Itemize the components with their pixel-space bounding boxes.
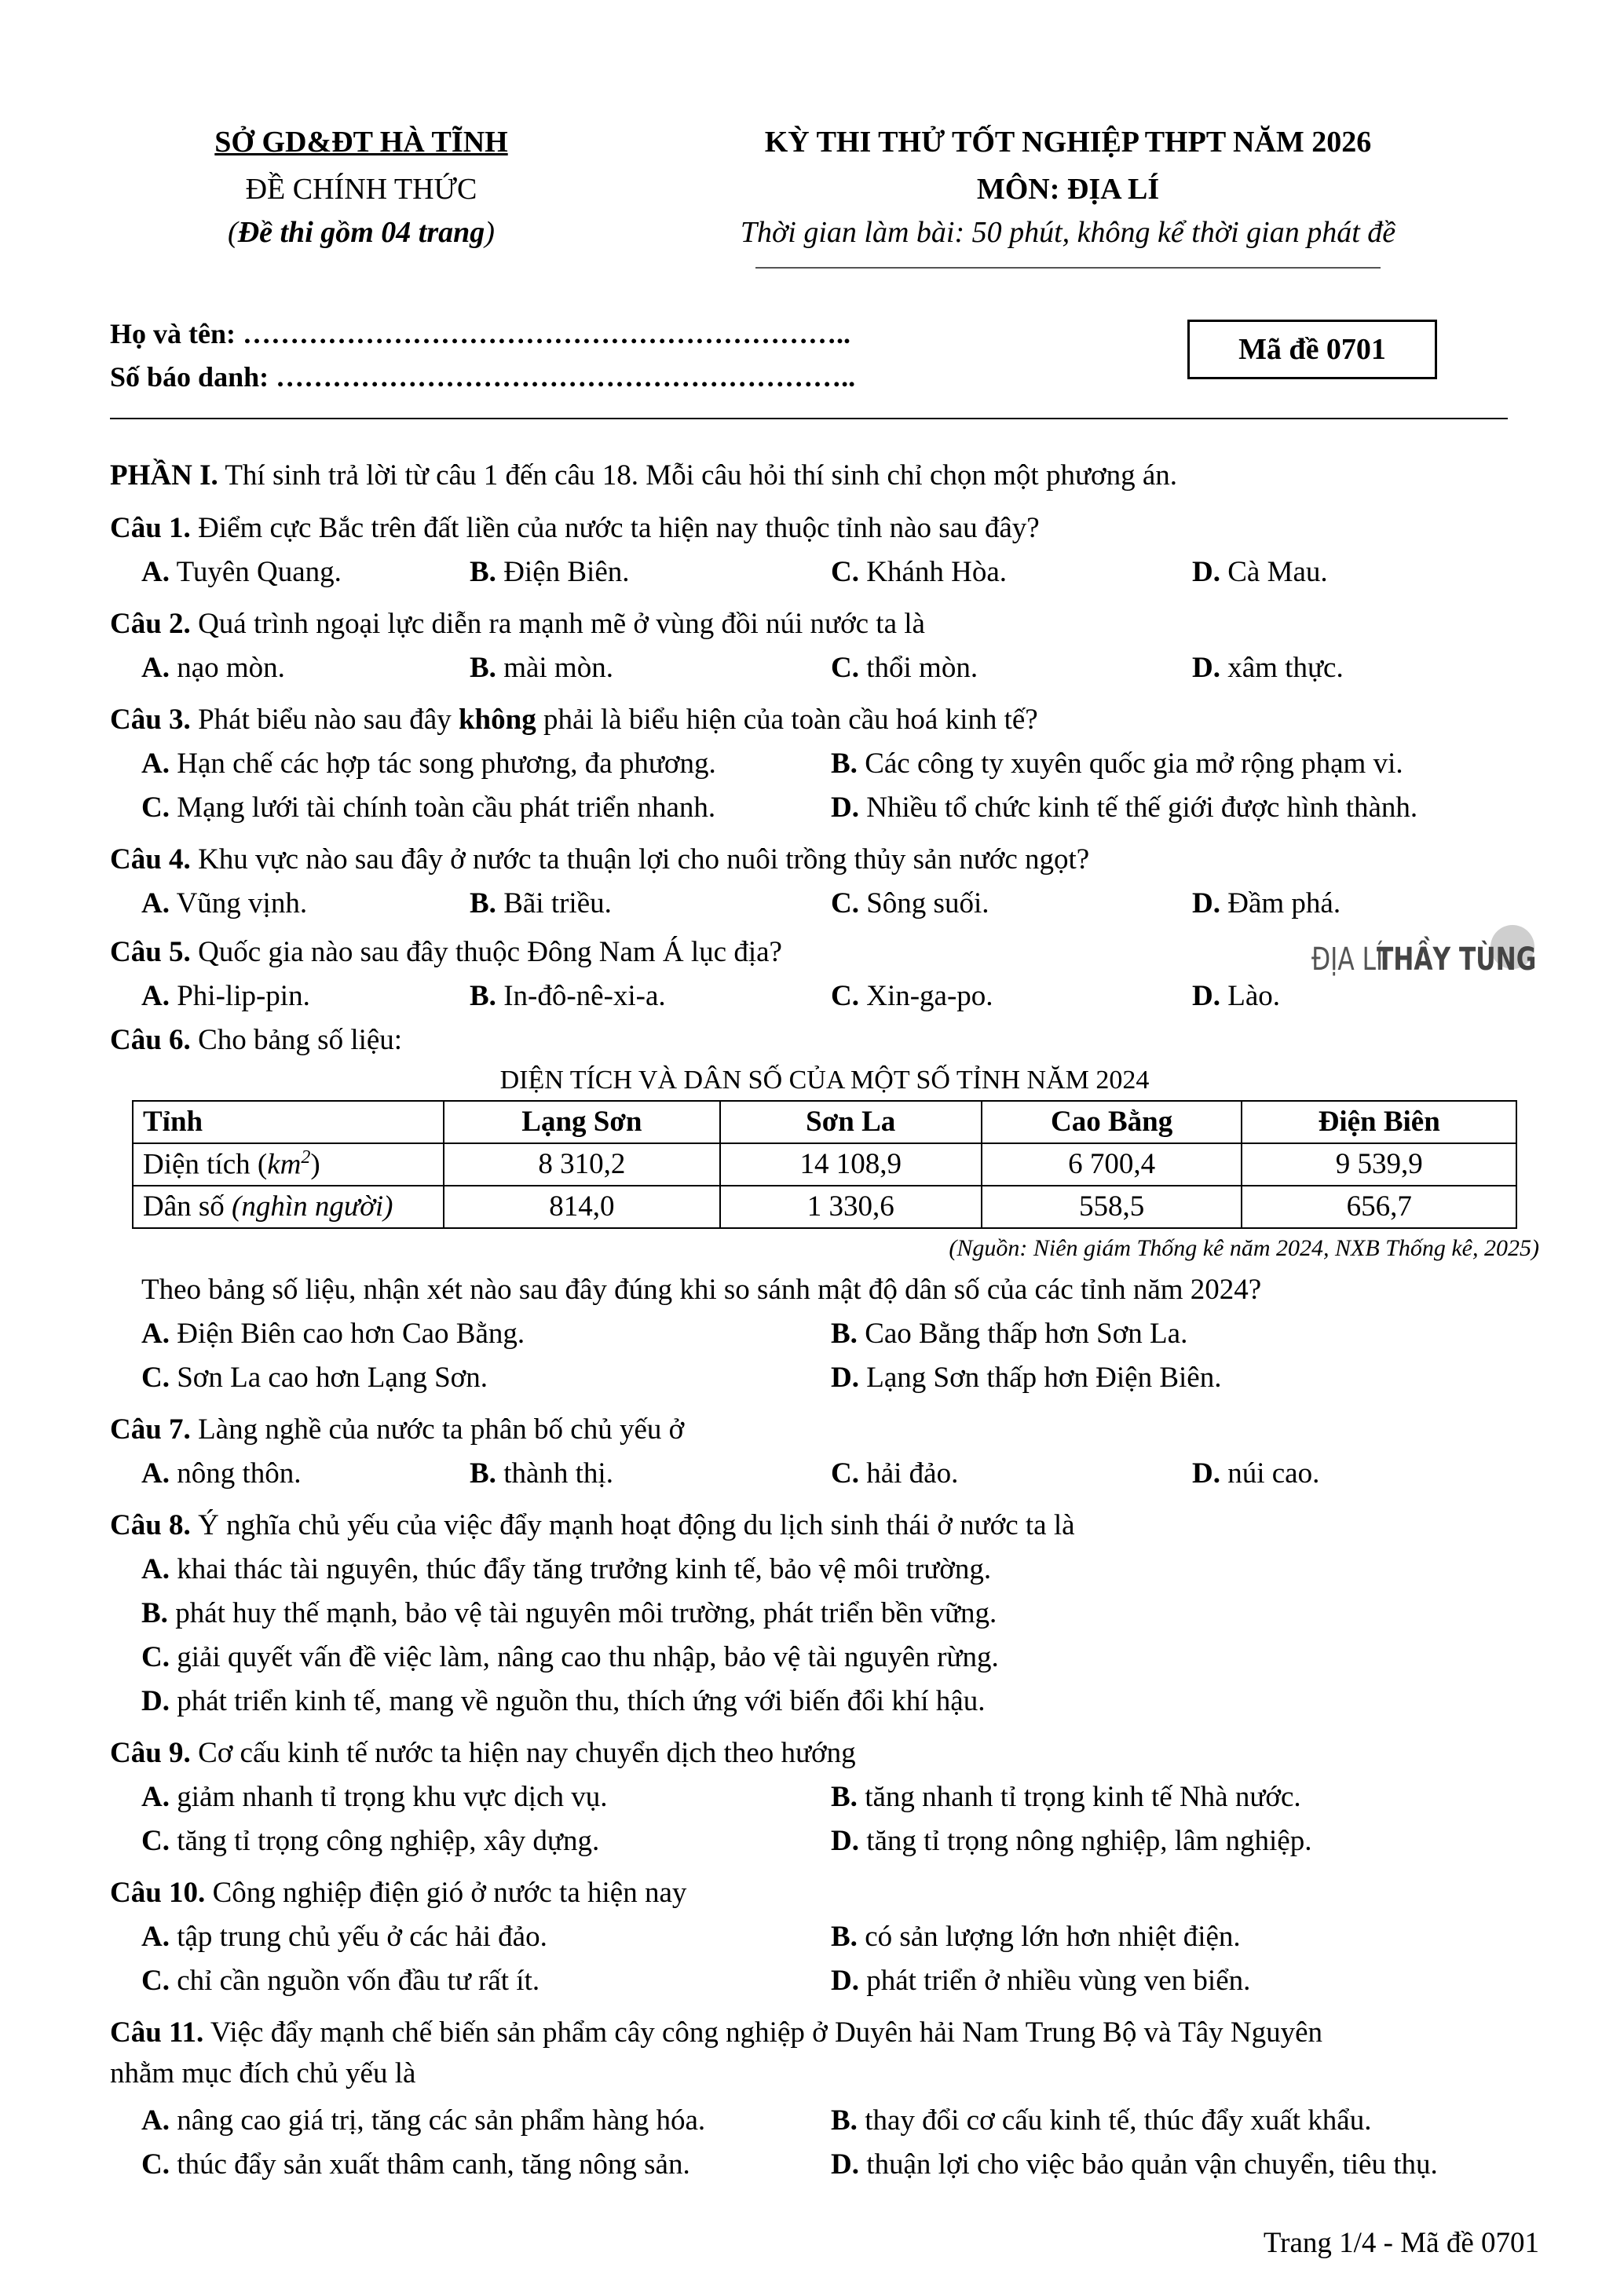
- exam-title: KỲ THI THỬ TỐT NGHIỆP THPT NĂM 2026: [764, 126, 1372, 159]
- exam-code: Mã đề 0701: [1238, 333, 1386, 366]
- table-header: Cao Bằng: [982, 1101, 1242, 1143]
- department-name: SỞ GD&ĐT HÀ TĨNH: [214, 126, 508, 159]
- q7-option-b: B. thành thị.: [470, 1457, 613, 1490]
- watermark-logo: ĐỊA LÍ THẦY TÙNG: [1311, 941, 1537, 978]
- table-header: Sơn La: [720, 1101, 982, 1143]
- table-source: (Nguồn: Niên giám Thống kê năm 2024, NXB Thống kê, 2025): [949, 1235, 1539, 1261]
- question-2: Câu 2. Quá trình ngoại lực diễn ra mạnh mẽ ở vùng đồi núi nước ta là: [110, 608, 925, 640]
- table-header: Điện Biên: [1242, 1101, 1516, 1143]
- table-cell: 6 700,4: [982, 1143, 1242, 1186]
- row-label-area: Diện tích $(km^2)$: [133, 1143, 444, 1186]
- q10-option-b: B. có sản lượng lớn hơn nhiệt điện.: [831, 1921, 1241, 1953]
- q6-option-a: A. Điện Biên cao hơn Cao Bằng.: [141, 1318, 525, 1350]
- q5-option-b: B. In-đô-nê-xi-a.: [470, 980, 666, 1012]
- question-9: Câu 9. Cơ cấu kinh tế nước ta hiện nay chuyển dịch theo hướng: [110, 1737, 856, 1769]
- info-divider: [110, 418, 1508, 419]
- q5-option-c: C. Xin-ga-po.: [831, 980, 993, 1012]
- q8-option-d: D. phát triển kinh tế, mang về nguồn thu, thích ứng với biến đổi khí hậu.: [141, 1685, 986, 1717]
- q6-option-d: D. Lạng Sơn thấp hơn Điện Biên.: [831, 1362, 1222, 1394]
- question-11-continued: nhằm mục đích chủ yếu là: [110, 2057, 416, 2089]
- question-4: Câu 4. Khu vực nào sau đây ở nước ta thuận lợi cho nuôi trồng thủy sản nước ngọt?: [110, 843, 1090, 876]
- time-note: Thời gian làm bài: 50 phút, không kể thời gian phát đề: [740, 216, 1396, 249]
- q4-option-d: D. Đầm phá.: [1192, 887, 1341, 919]
- question-11: Câu 11. Việc đẩy mạnh chế biến sản phẩm cây công nghiệp ở Duyên hải Nam Trung Bộ và Tây Nguyên: [110, 2016, 1323, 2049]
- q10-option-c: C. chỉ cần nguồn vốn đầu tư rất ít.: [141, 1965, 540, 1997]
- q8-option-a: A. khai thác tài nguyên, thúc đẩy tăng trưởng kinh tế, bảo vệ môi trường.: [141, 1553, 992, 1585]
- table-cell: 558,5: [982, 1186, 1242, 1228]
- question-1: Câu 1. Điểm cực Bắc trên đất liền của nước ta hiện nay thuộc tỉnh nào sau đây?: [110, 512, 1040, 544]
- table-cell: 14 108,9: [720, 1143, 982, 1186]
- table-cell: 8 310,2: [444, 1143, 719, 1186]
- table-row: [133, 1143, 1516, 1186]
- q3-option-b: B. Các công ty xuyên quốc gia mở rộng phạm vi.: [831, 748, 1403, 780]
- q11-option-b: B. thay đổi cơ cấu kinh tế, thúc đẩy xuất khẩu.: [831, 2104, 1372, 2137]
- candidate-id-line: Số báo danh: ……………………………………………………..: [110, 361, 856, 393]
- table-header: Lạng Sơn: [444, 1101, 719, 1143]
- page-count-note: (Đề thi gồm 04 trang): [228, 216, 495, 249]
- q1-option-b: B. Điện Biên.: [470, 556, 630, 588]
- data-table: [132, 1100, 1517, 1229]
- exam-code-box: [1187, 320, 1437, 379]
- subject-title: MÔN: ĐỊA LÍ: [976, 173, 1160, 206]
- question-10: Câu 10. Công nghiệp điện gió ở nước ta hiện nay: [110, 1877, 687, 1909]
- header-divider: [755, 267, 1381, 269]
- q4-option-c: C. Sông suối.: [831, 887, 989, 919]
- q8-option-b: B. phát huy thế mạnh, bảo vệ tài nguyên môi trường, phát triển bền vững.: [141, 1597, 997, 1629]
- q10-option-d: D. phát triển ở nhiều vùng ven biển.: [831, 1965, 1251, 1997]
- q3-option-c: C. Mạng lưới tài chính toàn cầu phát triển nhanh.: [141, 792, 716, 824]
- table-cell: 656,7: [1242, 1186, 1516, 1228]
- candidate-name-line: Họ và tên: ………………………………………………………..: [110, 318, 850, 349]
- q9-option-b: B. tăng nhanh tỉ trọng kinh tế Nhà nước.: [831, 1781, 1301, 1813]
- q11-option-c: C. thúc đẩy sản xuất thâm canh, tăng nông sản.: [141, 2148, 690, 2181]
- q10-option-a: A. tập trung chủ yếu ở các hải đảo.: [141, 1921, 547, 1953]
- table-cell: 1 330,6: [720, 1186, 982, 1228]
- q6-option-c: C. Sơn La cao hơn Lạng Sơn.: [141, 1362, 488, 1394]
- q11-option-a: A. nâng cao giá trị, tăng các sản phẩm hàng hóa.: [141, 2104, 706, 2137]
- q8-option-c: C. giải quyết vấn đề việc làm, nâng cao thu nhập, bảo vệ tài nguyên rừng.: [141, 1641, 999, 1673]
- q7-option-c: C. hải đảo.: [831, 1457, 959, 1490]
- table-cell: 9 539,9: [1242, 1143, 1516, 1186]
- q9-option-c: C. tăng tỉ trọng công nghiệp, xây dựng.: [141, 1825, 600, 1857]
- q5-option-d: D. Lào.: [1192, 980, 1281, 1012]
- q2-option-b: B. mài mòn.: [470, 652, 613, 684]
- table-title: DIỆN TÍCH VÀ DÂN SỐ CỦA MỘT SỐ TỈNH NĂM 2024: [499, 1066, 1150, 1095]
- q2-option-c: C. thổi mòn.: [831, 652, 978, 684]
- question-8: Câu 8. Ý nghĩa chủ yếu của việc đẩy mạnh hoạt động du lịch sinh thái ở nước ta là: [110, 1509, 1075, 1541]
- part1-instruction: PHẦN I. Thí sinh trả lời từ câu 1 đến câu 18. Mỗi câu hỏi thí sinh chỉ chọn một phương án.: [110, 459, 1177, 492]
- table-header-row: [133, 1101, 1516, 1143]
- q2-option-d: D. xâm thực.: [1192, 652, 1344, 684]
- q5-option-a: A. Phi-lip-pin.: [141, 980, 310, 1012]
- q7-option-d: D. núi cao.: [1192, 1457, 1320, 1490]
- q6-option-b: B. Cao Bằng thấp hơn Sơn La.: [831, 1318, 1188, 1350]
- table-cell: 814,0: [444, 1186, 719, 1228]
- row-label-population: Dân số (nghìn người): [133, 1186, 444, 1228]
- q9-option-d: D. tăng tỉ trọng nông nghiệp, lâm nghiệp.: [831, 1825, 1312, 1857]
- q11-option-d: D. thuận lợi cho việc bảo quản vận chuyển, tiêu thụ.: [831, 2148, 1438, 2181]
- q9-option-a: A. giảm nhanh tỉ trọng khu vực dịch vụ.: [141, 1781, 608, 1813]
- q7-option-a: A. nông thôn.: [141, 1457, 302, 1490]
- official-label: ĐỀ CHÍNH THỨC: [245, 173, 477, 206]
- q1-option-d: D. Cà Mau.: [1192, 556, 1328, 588]
- q1-option-a: A. Tuyên Quang.: [141, 556, 342, 588]
- question-7: Câu 7. Làng nghề của nước ta phân bố chủ yếu ở: [110, 1413, 685, 1446]
- q3-option-d: D. Nhiều tổ chức kinh tế thế giới được hình thành.: [831, 792, 1418, 824]
- q1-option-c: C. Khánh Hòa.: [831, 556, 1008, 588]
- question-5: Câu 5. Quốc gia nào sau đây thuộc Đông Nam Á lục địa?: [110, 936, 782, 968]
- question-3: Câu 3. Phát biểu nào sau đây không phải là biểu hiện của toàn cầu hoá kinh tế?: [110, 704, 1038, 736]
- q2-option-a: A. nạo mòn.: [141, 652, 285, 684]
- table-row: [133, 1186, 1516, 1228]
- q3-option-a: A. Hạn chế các hợp tác song phương, đa phương.: [141, 748, 716, 780]
- q4-option-b: B. Bãi triều.: [470, 887, 612, 919]
- q6-prompt: Theo bảng số liệu, nhận xét nào sau đây đúng khi so sánh mật độ dân số của các tỉnh năm 2024?: [141, 1274, 1262, 1306]
- q4-option-a: A. Vũng vịnh.: [141, 887, 308, 919]
- question-6: Câu 6. Cho bảng số liệu:: [110, 1024, 403, 1056]
- page-footer: Trang 1/4 - Mã đề 0701: [1263, 2227, 1539, 2259]
- table-header: Tỉnh: [133, 1101, 444, 1143]
